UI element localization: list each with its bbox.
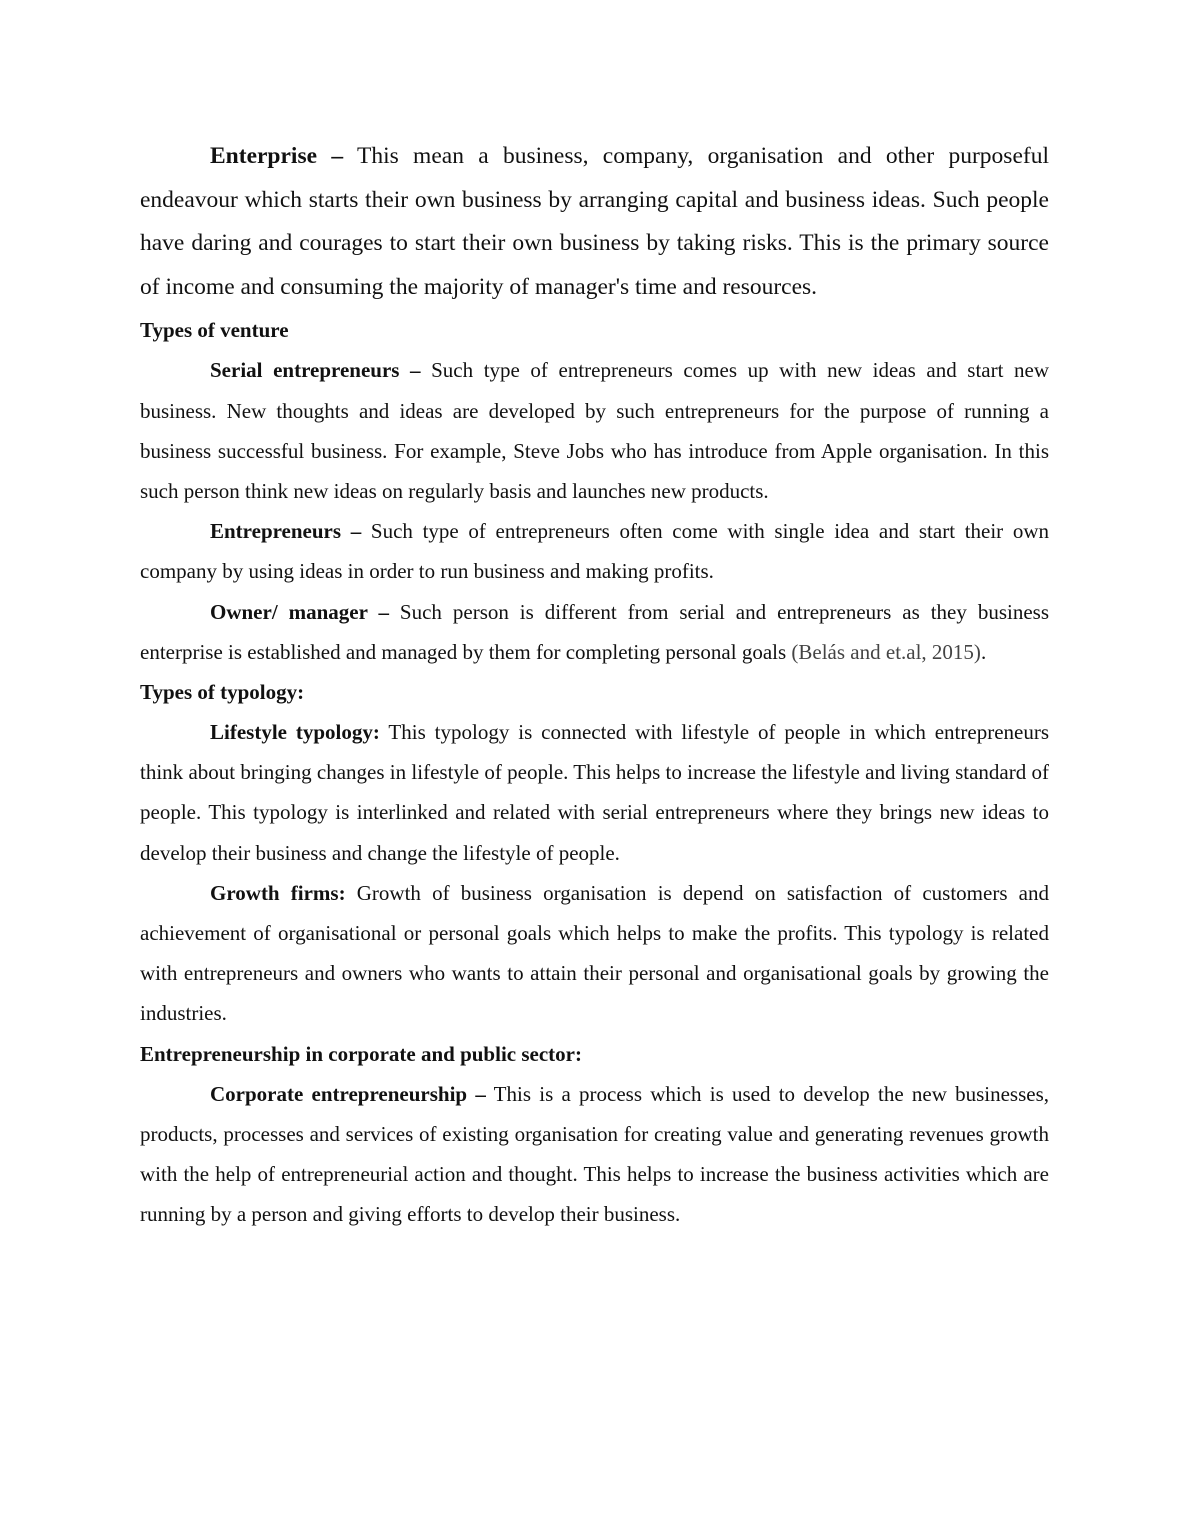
serial-entrepreneurs-text: Such type of entrepreneurs comes up with new ideas and start new business. New thoughts and ideas are developed by such entrepreneurs for the purpose of running a business successful business. For example, Steve Jobs who has introduce from Apple organisation. In this such person think new ideas on regularly basis and launches new products. (140, 358, 1050, 503)
lifestyle-typology-paragraph (140, 712, 1049, 873)
types-of-typology-heading: Types of typology: (140, 680, 305, 704)
owner-manager-paragraph (140, 592, 1049, 672)
owner-manager-text: Such person is different from serial and entrepreneurs as they business enterprise is established and managed by them for completing personal goals (140, 599, 1049, 664)
serial-entrepreneurs-paragraph (140, 350, 1049, 511)
types-of-venture-heading: Types of venture (140, 318, 289, 343)
growth-firms-term: Growth firms: (210, 880, 346, 905)
corporate-entrepreneurship-paragraph (140, 1074, 1049, 1235)
enterprise-paragraph (140, 135, 1049, 309)
lifestyle-typology-text: This typology is connected with lifestyle of people in which entrepreneurs think about bringing changes in lifestyle of people. This helps to increase the lifestyle and living standard of people. This typology is interlinked and related with serial entrepreneurs where they brings new ideas to develop their business and change the lifestyle of people. (140, 720, 1049, 865)
entrepreneurs-paragraph (140, 511, 1049, 591)
citation: (Belás and et.al, 2015) (791, 639, 981, 664)
entrepreneurs-term: Entrepreneurs – (210, 519, 362, 544)
enterprise-term: Enterprise – (210, 143, 344, 169)
corporate-entrepreneurship-text: This is a process which is used to develop the new businesses, products, processes and services of existing organisation for creating value and generating revenues growth with the help of entrepreneurial action and thought. This helps to increase the business activities which are running by a person and giving efforts to develop their business. (140, 1081, 1049, 1227)
owner-manager-term: Owner/ manager – (210, 599, 389, 624)
enterprise-text: This mean a business, company, organisation and other purposeful endeavour which starts their own business by arranging capital and business ideas. Such people have daring and courages to start their own business by taking risks. This is the primary source of income and consuming the majority of manager's time and resources. (140, 143, 1049, 300)
serial-entrepreneurs-term: Serial entrepreneurs – (210, 358, 421, 383)
lifestyle-typology-term: Lifestyle typology: (210, 720, 380, 744)
corporate-public-heading: Entrepreneurship in corporate and public sector: (140, 1041, 582, 1066)
owner-manager-end: . (980, 639, 987, 664)
growth-firms-paragraph (140, 873, 1049, 1034)
corporate-entrepreneurship-term: Corporate entrepreneurship – (210, 1081, 486, 1106)
growth-firms-text: Growth of business organisation is depend on satisfaction of customers and achievement of organisational or personal goals which helps to make the profits. This typology is related with entrepreneurs and owners who wants to attain their personal and organisational goals by growing the industries. (140, 880, 1049, 1026)
document-page (140, 135, 1049, 1234)
entrepreneurs-text: Such type of entrepreneurs often come with single idea and start their own company by using ideas in order to run business and making profits. (140, 519, 1050, 584)
